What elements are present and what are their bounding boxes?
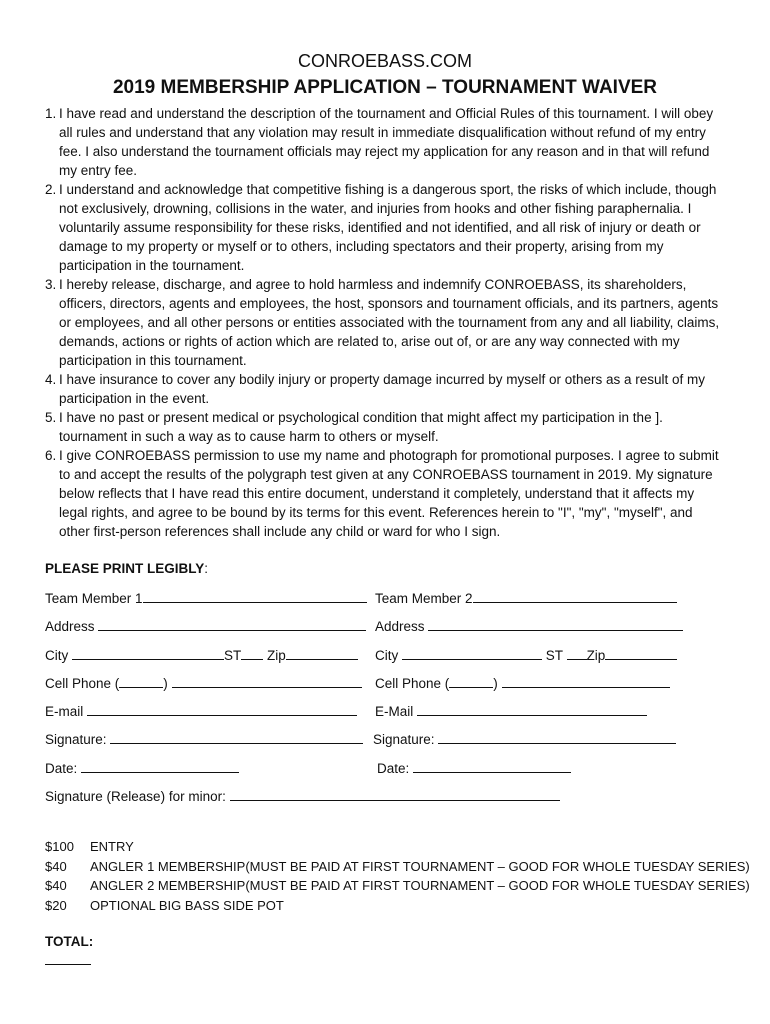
team-member-2-line[interactable] xyxy=(473,589,677,603)
cell-phone-2-label: Cell Phone ( xyxy=(375,676,450,691)
zip-1-label: Zip xyxy=(267,648,286,663)
date-2-line[interactable] xyxy=(413,759,571,773)
document-title: 2019 MEMBERSHIP APPLICATION – TOURNAMENT WAIVER xyxy=(112,77,658,98)
term-number: 2. xyxy=(45,182,57,197)
term-item xyxy=(45,275,725,370)
term-number: 5. xyxy=(45,410,57,425)
team-member-1-field[interactable] xyxy=(45,589,367,608)
date-2-field[interactable] xyxy=(377,759,571,778)
minor-signature-field[interactable] xyxy=(45,787,560,806)
address-1-label: Address xyxy=(45,619,95,634)
address-1-line[interactable] xyxy=(98,617,366,631)
signature-1-line[interactable] xyxy=(110,730,363,744)
zip-1-line[interactable] xyxy=(286,646,358,660)
term-number: 4. xyxy=(45,372,57,387)
print-legibly-colon: : xyxy=(204,561,209,576)
cell-phone-1-field[interactable] xyxy=(45,674,362,693)
term-text: I have read and understand the description of the tournament and Official Rules of this tournament. I will obey all rules and understand that any violation may result in immediate disqualification without refund of my entry fee. I also understand the tournament officials may reject my application for any reason and in that will refund my entry fee. xyxy=(59,106,714,178)
signature-2-label: Signature: xyxy=(373,732,435,747)
date-2-label: Date: xyxy=(377,761,410,776)
signature-2-field[interactable] xyxy=(373,730,676,749)
term-text: I hereby release, discharge, and agree to hold harmless and indemnify CONROEBASS, its shareholders, officers, directors, agents and employees, the host, sponsors and tournament officials, and its partners, agents or employees, and all other persons or entities associated with the tournament from any and all liability, claims, demands, actions or rights of action which are related to, arise out of, or are any way connected with my participation in this tournament. xyxy=(59,277,720,368)
email-1-line[interactable] xyxy=(87,702,357,716)
total-line[interactable] xyxy=(45,964,91,965)
term-number: 1. xyxy=(45,106,57,121)
email-2-label: E-Mail xyxy=(375,704,414,719)
term-text: I understand and acknowledge that competitive fishing is a dangerous sport, the risks of which include, though not exclusively, drowning, collisions in the water, and injuries from hooks and other fishing paraphernalia. I voluntarily assume responsibility for these risks, identified and not identified, and all risk of injury or death or damage to my property or myself or to others, including spectators and their property, arising from my participation in the tournament. xyxy=(59,182,717,273)
fee-list xyxy=(45,837,750,915)
terms-list xyxy=(45,104,725,541)
cell-phone-2-line[interactable] xyxy=(502,674,670,688)
city-1-line[interactable] xyxy=(72,646,224,660)
team-member-1-line[interactable] xyxy=(143,589,367,603)
term-text: I have insurance to cover any bodily injury or property damage incurred by myself or others as a result of my participation in the event. xyxy=(59,372,706,406)
city-2-field[interactable] xyxy=(375,646,677,665)
term-item xyxy=(45,370,725,408)
term-item xyxy=(45,408,725,446)
area-code-2-line[interactable] xyxy=(449,674,493,688)
city-2-line[interactable] xyxy=(402,646,542,660)
team-member-2-label: Team Member 2 xyxy=(375,591,473,606)
term-number: 6. xyxy=(45,448,57,463)
fee-amount: $40 xyxy=(45,878,67,893)
email-2-line[interactable] xyxy=(417,702,647,716)
address-2-line[interactable] xyxy=(428,617,683,631)
team-member-1-label: Team Member 1 xyxy=(45,591,143,606)
minor-signature-label: Signature (Release) for minor: xyxy=(45,789,226,804)
term-number: 3. xyxy=(45,277,57,292)
team-member-2-field[interactable] xyxy=(375,589,677,608)
date-1-field[interactable] xyxy=(45,759,239,778)
fee-label: ANGLER 1 MEMBERSHIP(MUST BE PAID AT FIRST TOURNAMENT – GOOD FOR WHOLE TUESDAY SERIES) xyxy=(90,858,750,874)
cell-phone-1-label: Cell Phone ( xyxy=(45,676,120,691)
address-1-field[interactable] xyxy=(45,617,366,636)
total-label: TOTAL: xyxy=(45,934,94,949)
email-1-field[interactable] xyxy=(45,702,357,721)
term-item xyxy=(45,446,725,541)
zip-2-line[interactable] xyxy=(605,646,677,660)
st-1-label: ST xyxy=(224,648,242,663)
st-2-label: ST xyxy=(545,648,563,663)
st-1-line[interactable] xyxy=(241,646,263,660)
fee-row xyxy=(45,896,750,916)
term-item xyxy=(45,104,725,180)
email-2-field[interactable] xyxy=(375,702,647,721)
fee-amount: $40 xyxy=(45,858,67,874)
email-1-label: E-mail xyxy=(45,704,84,719)
zip-2-label: Zip xyxy=(586,648,606,663)
cell-phone-1-line[interactable] xyxy=(172,674,362,688)
fee-row xyxy=(45,857,750,877)
site-name: CONROEBASS.COM xyxy=(297,51,473,71)
cell-phone-2-field[interactable] xyxy=(375,674,670,693)
city-2-label: City xyxy=(375,648,399,663)
minor-signature-line[interactable] xyxy=(230,787,560,801)
address-2-field[interactable] xyxy=(375,617,683,636)
cell-phone-1-close: ) xyxy=(163,676,168,691)
city-1-label: City xyxy=(45,648,69,663)
fee-row xyxy=(45,837,750,857)
term-text: I have no past or present medical or psychological condition that might affect my participation in the ]. tournament in such a way as to cause harm to others or myself. xyxy=(59,410,663,444)
date-1-line[interactable] xyxy=(81,759,239,773)
fee-label: ANGLER 2 MEMBERSHIP(MUST BE PAID AT FIRST TOURNAMENT – GOOD FOR WHOLE TUESDAY SERIES) xyxy=(90,878,750,893)
fee-label: ENTRY xyxy=(90,839,134,854)
fee-amount: $100 xyxy=(45,839,74,854)
fee-label: OPTIONAL BIG BASS SIDE POT xyxy=(90,897,284,913)
city-1-field[interactable] xyxy=(45,646,358,665)
cell-phone-2-close: ) xyxy=(493,676,498,691)
st-2-line[interactable] xyxy=(567,646,587,660)
fee-amount: $20 xyxy=(45,897,67,913)
fee-row xyxy=(45,876,750,896)
print-legibly-label: PLEASE PRINT LEGIBLY xyxy=(45,561,205,576)
area-code-1-line[interactable] xyxy=(119,674,163,688)
signature-2-line[interactable] xyxy=(438,730,676,744)
signature-1-label: Signature: xyxy=(45,732,107,747)
term-item xyxy=(45,180,725,275)
print-legibly-heading xyxy=(45,560,208,578)
signature-1-field[interactable] xyxy=(45,730,363,749)
term-text: I give CONROEBASS permission to use my name and photograph for promotional purposes. I agree to submit to and accept the results of the polygraph test given at any CONROEBASS tournament in 2019. My signature below reflects that I have read this entire document, understand it completely, understand that it affects my legal rights, and agree to be bound by its terms for this event. References herein to "I", "my", "myself", and other first-person references shall include any child or ward for who I sign. xyxy=(59,448,719,539)
address-2-label: Address xyxy=(375,619,425,634)
date-1-label: Date: xyxy=(45,761,78,776)
